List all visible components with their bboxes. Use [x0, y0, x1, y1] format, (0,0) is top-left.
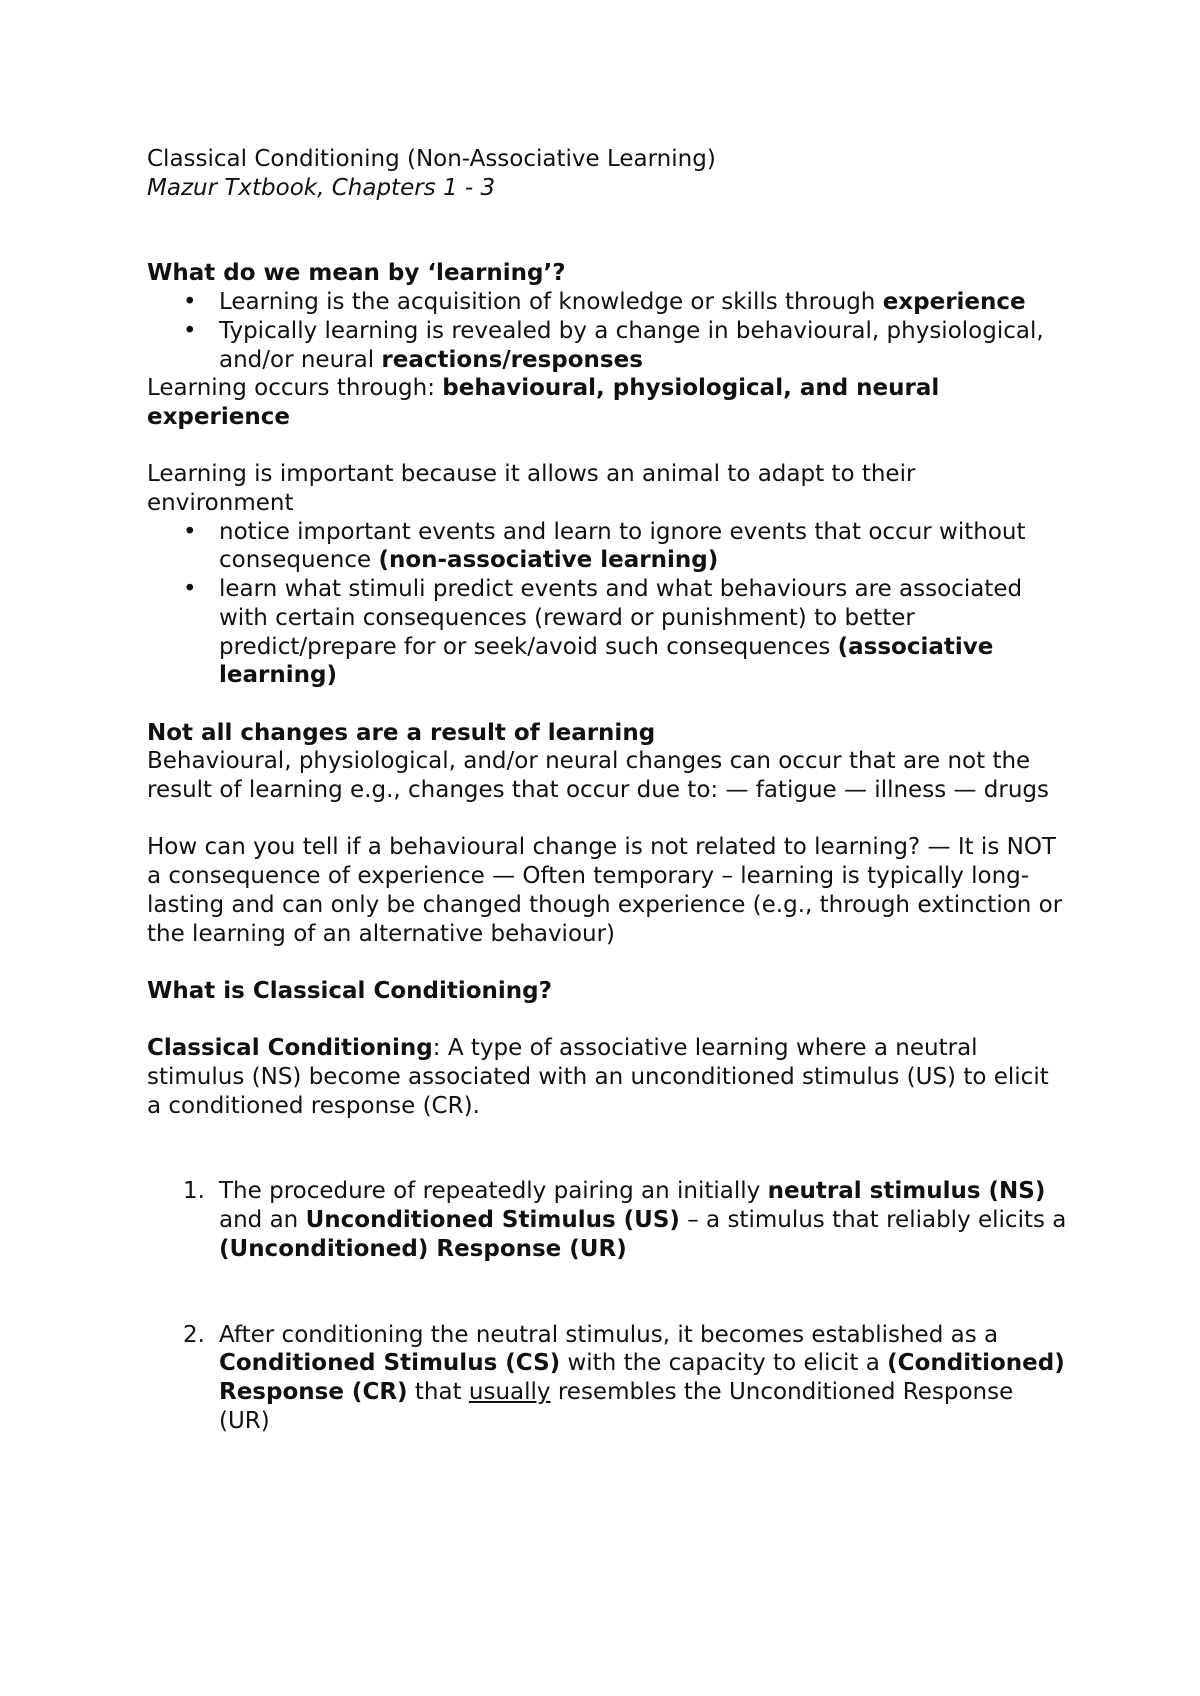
bullet-icon: •	[183, 317, 197, 344]
list-number: 1.	[183, 1178, 205, 1205]
changes-paragraph: Behavioural, physiological, and/or neural changes can occur that are not the result of learning e.g., changes that occur due to: — fatigue — illness — drugs	[147, 748, 1050, 804]
bullet-icon: •	[183, 289, 197, 316]
section-heading-not-all-changes: Not all changes are a result of learning	[147, 719, 656, 746]
learning-occurs-paragraph: Learning occurs through: behavioural, physiological, and neural experience	[147, 375, 940, 430]
list-item: 2. After conditioning the neutral stimulus, it becomes established as a Conditioned Stimulus (CS) with the capacity to elicit a (Conditioned) Response (CR) that usually resembles the Unconditioned Response (UR)	[183, 1321, 1065, 1434]
list-item: • notice important events and learn to ignore events that occur without consequence (non-associative learning)	[183, 518, 1026, 574]
section-heading-classical-conditioning: What is Classical Conditioning?	[147, 977, 552, 1004]
learning-importance-paragraph: Learning is important because it allows an animal to adapt to their environment	[147, 461, 916, 517]
conditioning-steps-list-2	[147, 1321, 1067, 1436]
document-title: Classical Conditioning (Non-Associative Learning)	[147, 146, 716, 172]
learning-definition-list	[147, 288, 1067, 374]
bullet-icon: •	[183, 518, 197, 545]
document-page	[147, 145, 1067, 1435]
list-number: 2.	[183, 1321, 205, 1348]
document-subtitle: Mazur Txtbook, Chapters 1 - 3	[147, 174, 496, 201]
bullet-icon: •	[183, 576, 197, 603]
list-item: • Typically learning is revealed by a change in behavioural, physiological, and/or neural reactions/responses	[183, 317, 1044, 373]
list-item: • learn what stimuli predict events and what behaviours are associated with certain consequences (reward or punishment) to better predict/prepare for or seek/avoid such consequences (associative learning)	[183, 576, 1023, 689]
learning-importance-list	[147, 518, 1067, 690]
classical-conditioning-definition: Classical Conditioning: A type of associative learning where a neutral stimulus (NS) become associated with an unconditioned stimulus (US) to elicit a conditioned response (CR).	[147, 1035, 1049, 1119]
list-item: 1. The procedure of repeatedly pairing an initially neutral stimulus (NS) and an Unconditioned Stimulus (US) – a stimulus that reliably elicits a (Unconditioned) Response (UR)	[183, 1178, 1067, 1262]
section-heading-learning: What do we mean by ‘learning’?	[147, 260, 566, 287]
conditioning-steps-list	[147, 1177, 1067, 1263]
list-item: • Learning is the acquisition of knowledge or skills through experience	[183, 289, 1026, 316]
behavioural-change-paragraph: How can you tell if a behavioural change is not related to learning? — It is NOT a consequence of experience — Often temporary – learning is typically long-lasting and can only be changed though experience (e.g., through extinction or the learning of an alternative behaviour)	[147, 834, 1063, 947]
